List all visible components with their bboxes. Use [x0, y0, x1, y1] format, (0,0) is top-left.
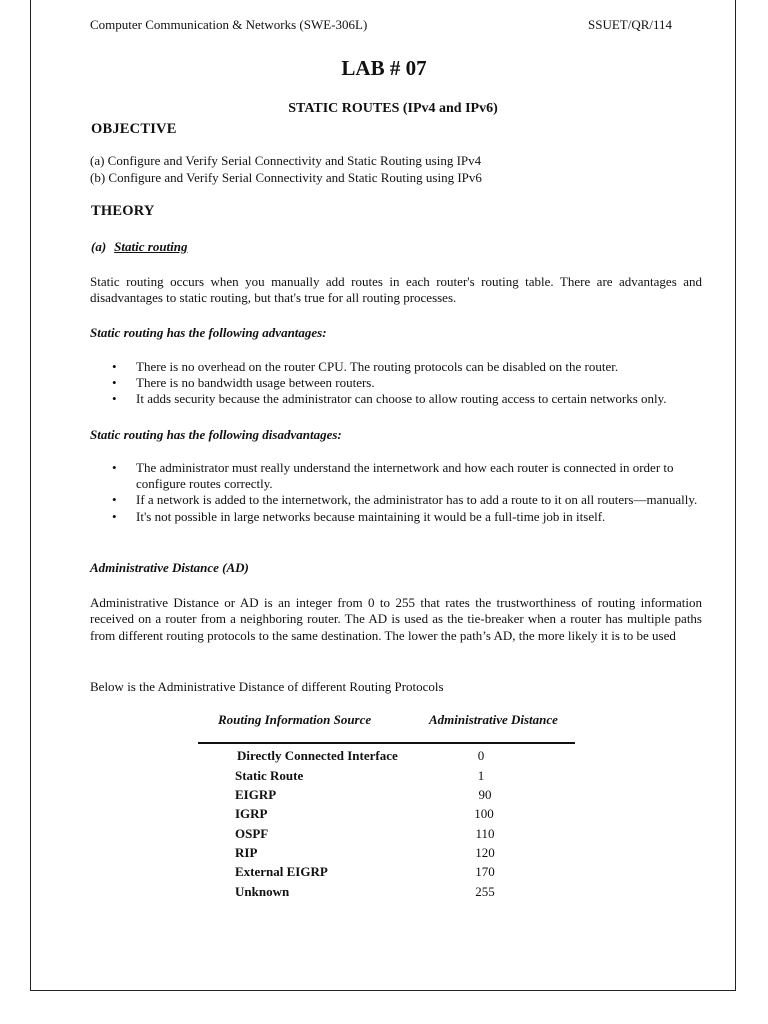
disadvantages-list	[90, 460, 704, 525]
list-item: • It adds security because the administrator can choose to allow routing access to certain networks only.	[90, 391, 704, 407]
header-course: Computer Communication & Networks (SWE-306L)	[90, 17, 368, 32]
theory-heading: THEORY	[91, 203, 155, 219]
table-header-distance: Administrative Distance	[429, 712, 558, 727]
section-a-heading	[91, 239, 188, 255]
section-a-label: (a)	[91, 239, 107, 254]
table-row-distance: 255	[475, 884, 495, 899]
ad-table-intro: Below is the Administrative Distance of different Routing Protocols	[90, 679, 444, 694]
section-a-title: Static routing	[114, 239, 188, 254]
table-row-source: Directly Connected Interface	[237, 748, 398, 763]
list-item: • The administrator must really understand the internetwork and how each router is connected in order to configure routes correctly.	[90, 460, 704, 492]
table-row-distance: 100	[474, 806, 494, 821]
table-row-source: OSPF	[235, 826, 269, 841]
table-row-distance: 1	[477, 768, 485, 783]
advantages-list	[90, 359, 704, 408]
advantages-heading: Static routing has the following advantages:	[90, 325, 327, 340]
table-row-source: RIP	[235, 845, 258, 860]
table-header-rule	[198, 742, 575, 744]
objective-item-b: (b) Configure and Verify Serial Connectivity and Static Routing using IPv6	[90, 170, 482, 185]
table-row-distance: 170	[475, 864, 495, 879]
list-item: • It's not possible in large networks because maintaining it would be a full-time job in itself.	[90, 509, 704, 525]
list-item: • There is no bandwidth usage between routers.	[90, 375, 704, 391]
table-row-distance: 120	[475, 845, 495, 860]
table-row-source: Unknown	[235, 884, 290, 899]
table-header-source: Routing Information Source	[218, 712, 372, 727]
disadvantages-heading: Static routing has the following disadvantages:	[90, 427, 342, 442]
table-row-source: IGRP	[235, 806, 268, 821]
static-routing-intro: Static routing occurs when you manually add routes in each router's routing table. There are advantages and disadvantages to static routing, but that's true for all routing processes.	[90, 274, 702, 306]
objective-item-a: (a) Configure and Verify Serial Connectivity and Static Routing using IPv4	[90, 153, 482, 168]
list-item: • There is no overhead on the router CPU. The routing protocols can be disabled on the router.	[90, 359, 704, 375]
header-doc-code: SSUET/QR/114	[588, 17, 673, 32]
ad-heading: Administrative Distance (AD)	[90, 560, 249, 575]
table-row-source: EIGRP	[235, 787, 277, 802]
table-row-distance: 110	[475, 826, 495, 841]
lab-subtitle: STATIC ROUTES (IPv4 and IPv6)	[288, 101, 498, 116]
lab-title: LAB # 07	[341, 56, 427, 80]
ad-paragraph: Administrative Distance or AD is an integer from 0 to 255 that rates the trustworthiness of routing information received on a router from a neighboring router. The AD is used as the tie-breaker when a router has multiple paths from different routing protocols to the same destination. The lower the path’s AD, the more likely it is to be used	[90, 595, 702, 643]
list-item: • If a network is added to the internetwork, the administrator has to add a route to it on all routers—manually.	[90, 492, 704, 508]
table-row-distance: 90	[478, 787, 492, 802]
table-row-source: Static Route	[235, 768, 304, 783]
table-row-distance: 0	[477, 748, 485, 763]
table-row-source: External EIGRP	[235, 864, 328, 879]
objective-heading: OBJECTIVE	[91, 121, 177, 137]
